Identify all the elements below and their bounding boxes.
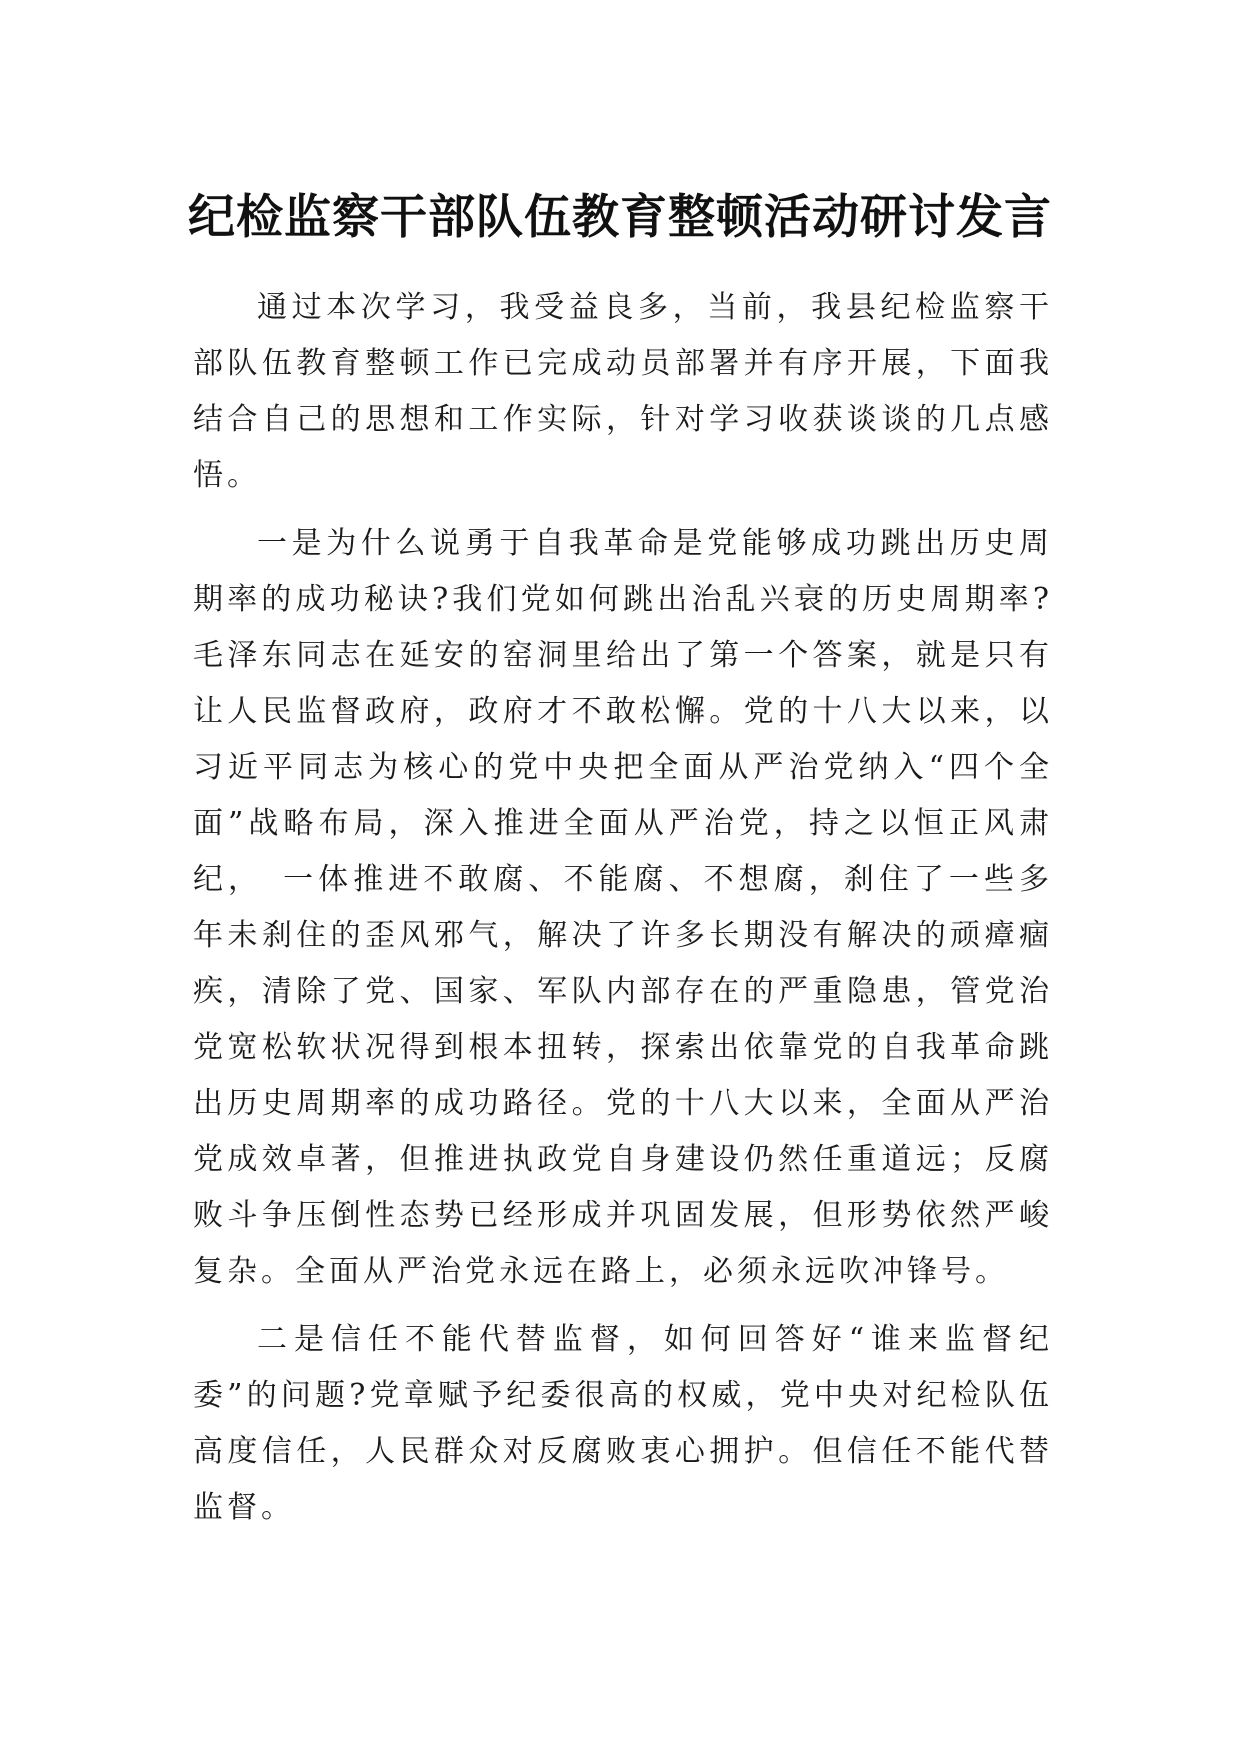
document-body (193, 280, 1053, 1548)
paragraph-point-two: 二是信任不能代替监督，如何回答好“谁来监督纪委”的问题?党章赋予纪委很高的权威，党中央对纪检队伍高度信任，人民群众对反腐败衷心拥护。但信任不能代替监督。 (193, 1322, 1053, 1525)
paragraph-point-one: 一是为什么说勇于自我革命是党能够成功跳出历史周期率的成功秘诀?我们党如何跳出治乱兴衰的历史周期率?毛泽东同志在延安的窑洞里给出了第一个答案，就是只有让人民监督政府，政府才不敢松懈。党的十八大以来，以习近平同志为核心的党中央把全面从严治党纳入“四个全面”战略布局，深入推进全面从严治党，持之以恒正风肃纪， 一体推进不敢腐、不能腐、不想腐，刹住了一些多年未刹住的歪风邪气，解决了许多长期没有解决的顽瘴痼疾，清除了党、国家、军队内部存在的严重隐患，管党治党宽松软状况得到根本扭转，探索出依靠党的自我革命跳出历史周期率的成功路径。党的十八大以来，全面从严治党成效卓著，但推进执政党自身建设仍然任重道远；反腐败斗争压倒性态势已经形成并巩固发展，但形势依然严峻复杂。全面从严治党永远在路上，必须永远吹冲锋号。 (193, 526, 1053, 1289)
document-title: 纪检监察干部队伍教育整顿活动研讨发言 (188, 190, 1052, 245)
paragraph-intro: 通过本次学习，我受益良多，当前，我县纪检监察干部队伍教育整顿工作已完成动员部署并有序开展，下面我结合自己的思想和工作实际，针对学习收获谈谈的几点感悟。 (193, 290, 1053, 493)
